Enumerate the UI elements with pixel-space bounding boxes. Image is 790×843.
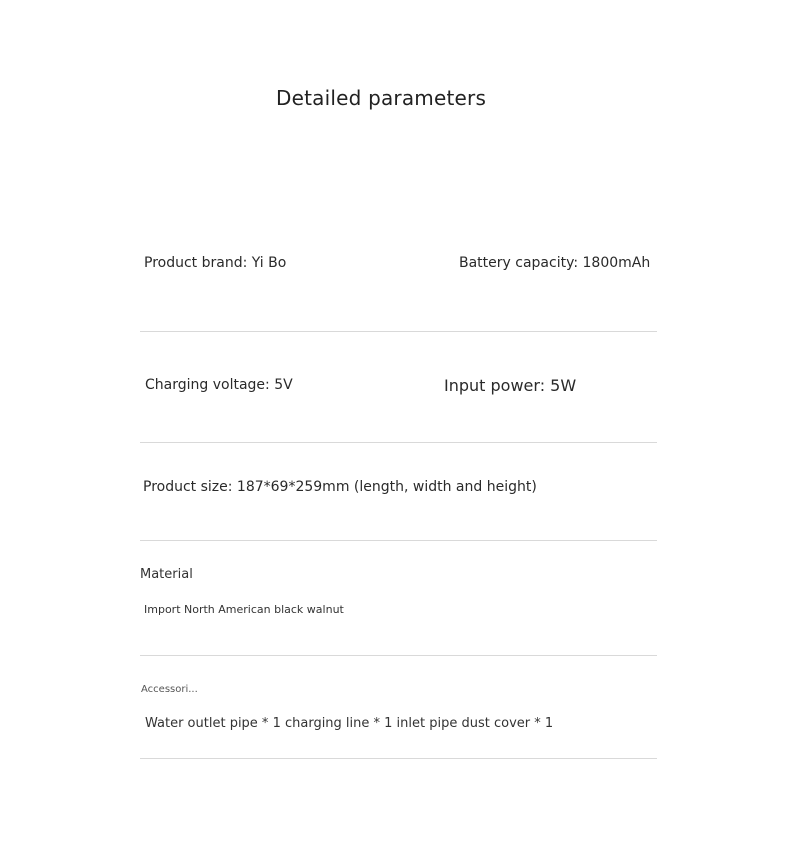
material-value: Import North American black walnut	[144, 603, 344, 616]
page-title: Detailed parameters	[276, 86, 487, 110]
divider	[140, 331, 657, 332]
divider	[140, 655, 657, 656]
spec-battery: Battery capacity: 1800mAh	[459, 255, 651, 271]
spec-power: Input power: 5W	[444, 376, 577, 395]
divider	[140, 442, 657, 443]
spec-voltage: Charging voltage: 5V	[145, 377, 293, 393]
spec-size: Product size: 187*69*259mm (length, width and height)	[143, 479, 537, 495]
spec-brand: Product brand: Yi Bo	[144, 255, 287, 271]
material-label: Material	[140, 567, 193, 582]
accessories-value: Water outlet pipe * 1 charging line * 1 inlet pipe dust cover * 1	[145, 716, 554, 731]
divider	[140, 540, 657, 541]
divider	[140, 758, 657, 759]
accessories-label: Accessori...	[141, 684, 198, 695]
